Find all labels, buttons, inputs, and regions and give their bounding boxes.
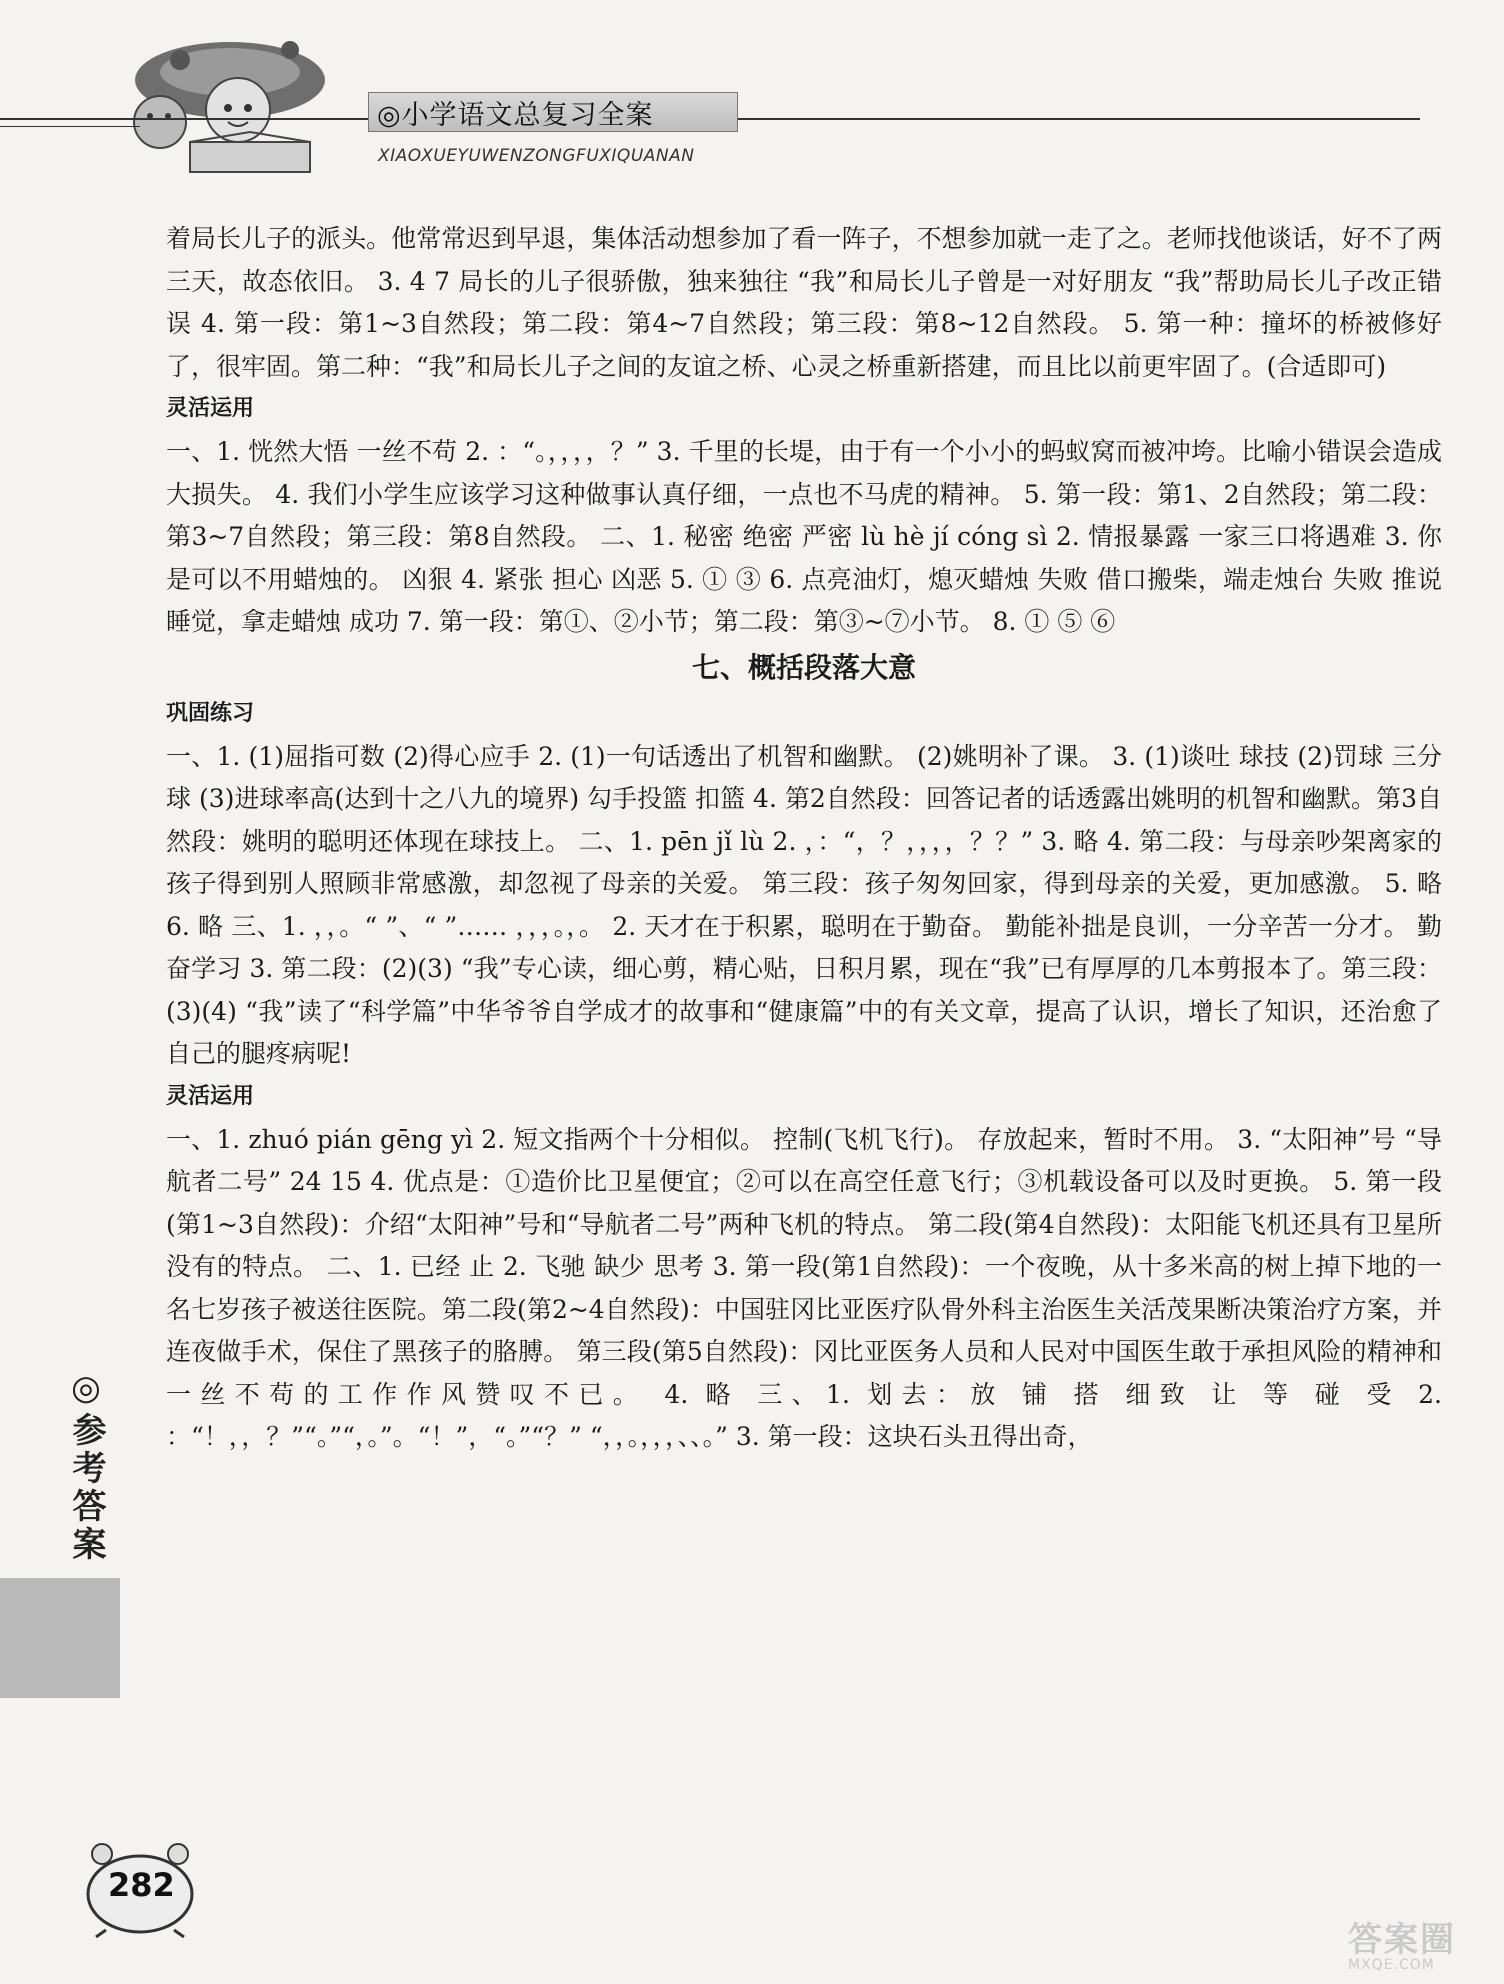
side-band <box>0 1578 120 1698</box>
answer-paragraph: 一、1. (1)屈指可数 (2)得心应手 2. (1)一句话透出了机智和幽默。 (2)姚明补了课。 3. (1)谈吐 球技 (2)罚球 三分球 (3)进球率高(达到十之八九的境界) 勾手投篮 扣篮 4. 第2自然段：回答记者的话透露出姚明的机智和幽默。第3自然段：姚明的聪明还体现在球技上。 二、1. pēn jǐ lù 2. ，：“，？，，，，？？” 3. 略 4. 第二段：与母亲吵架离家的孩子得到别人照顾非常感激，却忽视了母亲的关爱。 第三段：孩子匆匆回家，得到母亲的关爱，更加感激。 5. 略 6. 略 三、1. ，，。“ ”、“ ”…… ，，，。，。 2. 天才在于积累，聪明在于勤奋。 勤能补拙是良训，一分辛苦一分才。 勤奋学习 3. 第二段：(2)(3) “我”专心读，细心剪，精心贴，日积月累，现在“我”已有厚厚的几本剪报本了。第三段：(3)(4) “我”读了“科学篇”中华爷爷自学成才的故事和“健康篇”中的有关文章，提高了认识，增长了知识，还治愈了自己的腿疼病呢! <box>166 741 1442 1068</box>
section-title: 七、概括段落大意 <box>691 650 916 684</box>
answer-paragraph: 着局长儿子的派头。他常常迟到早退，集体活动想参加了看一阵子，不想参加就一走了之。老师找他谈话，好不了两三天，故态依旧。 3. 4 7 局长的儿子很骄傲，独来独往 “我”和局长儿子曾是一对好朋友 “我”帮助局长儿子改正错误 4. 第一段：第1~3自然段；第二段：第4~7自然段；第三段：第8~12自然段。 5. 第一种：撞坏的桥被修好了，很牢固。第二种：“我”和局长儿子之间的友谊之桥、心灵之桥重新搭建，而且比以前更牢固了。(合适即可) <box>166 224 1442 381</box>
subheading-flexible-use: 灵活运用 <box>166 396 255 421</box>
answer-paragraph: 一、1. zhuó pián gēng yì 2. 短文指两个十分相似。 控制(飞机飞行)。 存放起来，暂时不用。 3. “太阳神”号 “导航者二号” 24 15 4. 优点是：①造价比卫星便宜；②可以在高空任意飞行；③机载设备可以及时更换。 5. 第一段(第1~3自然段)：介绍“太阳神”号和“导航者二号”两种飞机的特点。 第二段(第4自然段)：太阳能飞机还具有卫星所没有的特点。 二、1. 已经 止 2. 飞驰 缺少 思考 3. 第一段(第1自然段)：一个夜晚，从十多米高的树上掉下地的一名七岁孩子被送往医院。第二段(第2~4自然段)：中国驻冈比亚医疗队骨外科主治医生关活茂果断决策治疗方案，并连夜做手术，保住了黑孩子的胳膊。 第三段(第5自然段)：冈比亚医务人员和人民对中国医生敢于承担风险的精神和一丝不苟的工作作风赞叹不已。 4. 略 三、1. 划去：放 铺 搭 细致 让 等 碰 受 2. ：“！，，？”“。”“，。”。“！”，“。”“？” “，，。，，，、、。” 3. 第一段：这块石头丑得出奇， <box>166 1124 1442 1451</box>
side-tab-label: ◎参考答案 <box>66 1368 106 1564</box>
header-rule-left <box>0 126 140 127</box>
book-title: ◎小学语文总复习全案 <box>368 92 738 132</box>
subheading-flexible-use: 灵活运用 <box>166 1083 255 1109</box>
side-tab <box>62 1368 106 1564</box>
answer-paragraph: 一、1. 恍然大悟 一丝不苟 2. ：“。，，，，？” 3. 千里的长堤，由于有一个小小的蚂蚁窝而被冲垮。比喻小错误会造成大损失。 4. 我们小学生应该学习这种做事认真仔细，一点也不马虎的精神。 5. 第一段：第1、2自然段；第二段：第3~7自然段；第三段：第8自然段。 二、1. 秘密 绝密 严密 lù hè jí cóng sì 2. 情报暴露 一家三口将遇难 3. 你是可以不用蜡烛的。 凶狠 4. 紧张 担心 凶恶 5. ① ③ 6. 点亮油灯，熄灭蜡烛 失败 借口搬柴，端走烛台 失败 推说睡觉，拿走蜡烛 成功 7. 第一段：第①、②小节；第二段：第③~⑦小节。 8. ① ⑤ ⑥ <box>166 437 1442 636</box>
answer-content <box>166 218 1442 1459</box>
subheading-consolidation: 巩固练习 <box>166 700 255 726</box>
watermark <box>1348 1912 1498 1982</box>
watermark-logo: 答案圈 <box>1348 1920 1456 1960</box>
watermark-url: MXQE.COM <box>1348 1957 1435 1973</box>
book-title-pinyin: XIAOXUEYUWENZONGFUXIQUANAN <box>378 146 695 166</box>
page-number: 282 <box>108 1866 175 1904</box>
girl-illustration-icon <box>120 10 340 180</box>
